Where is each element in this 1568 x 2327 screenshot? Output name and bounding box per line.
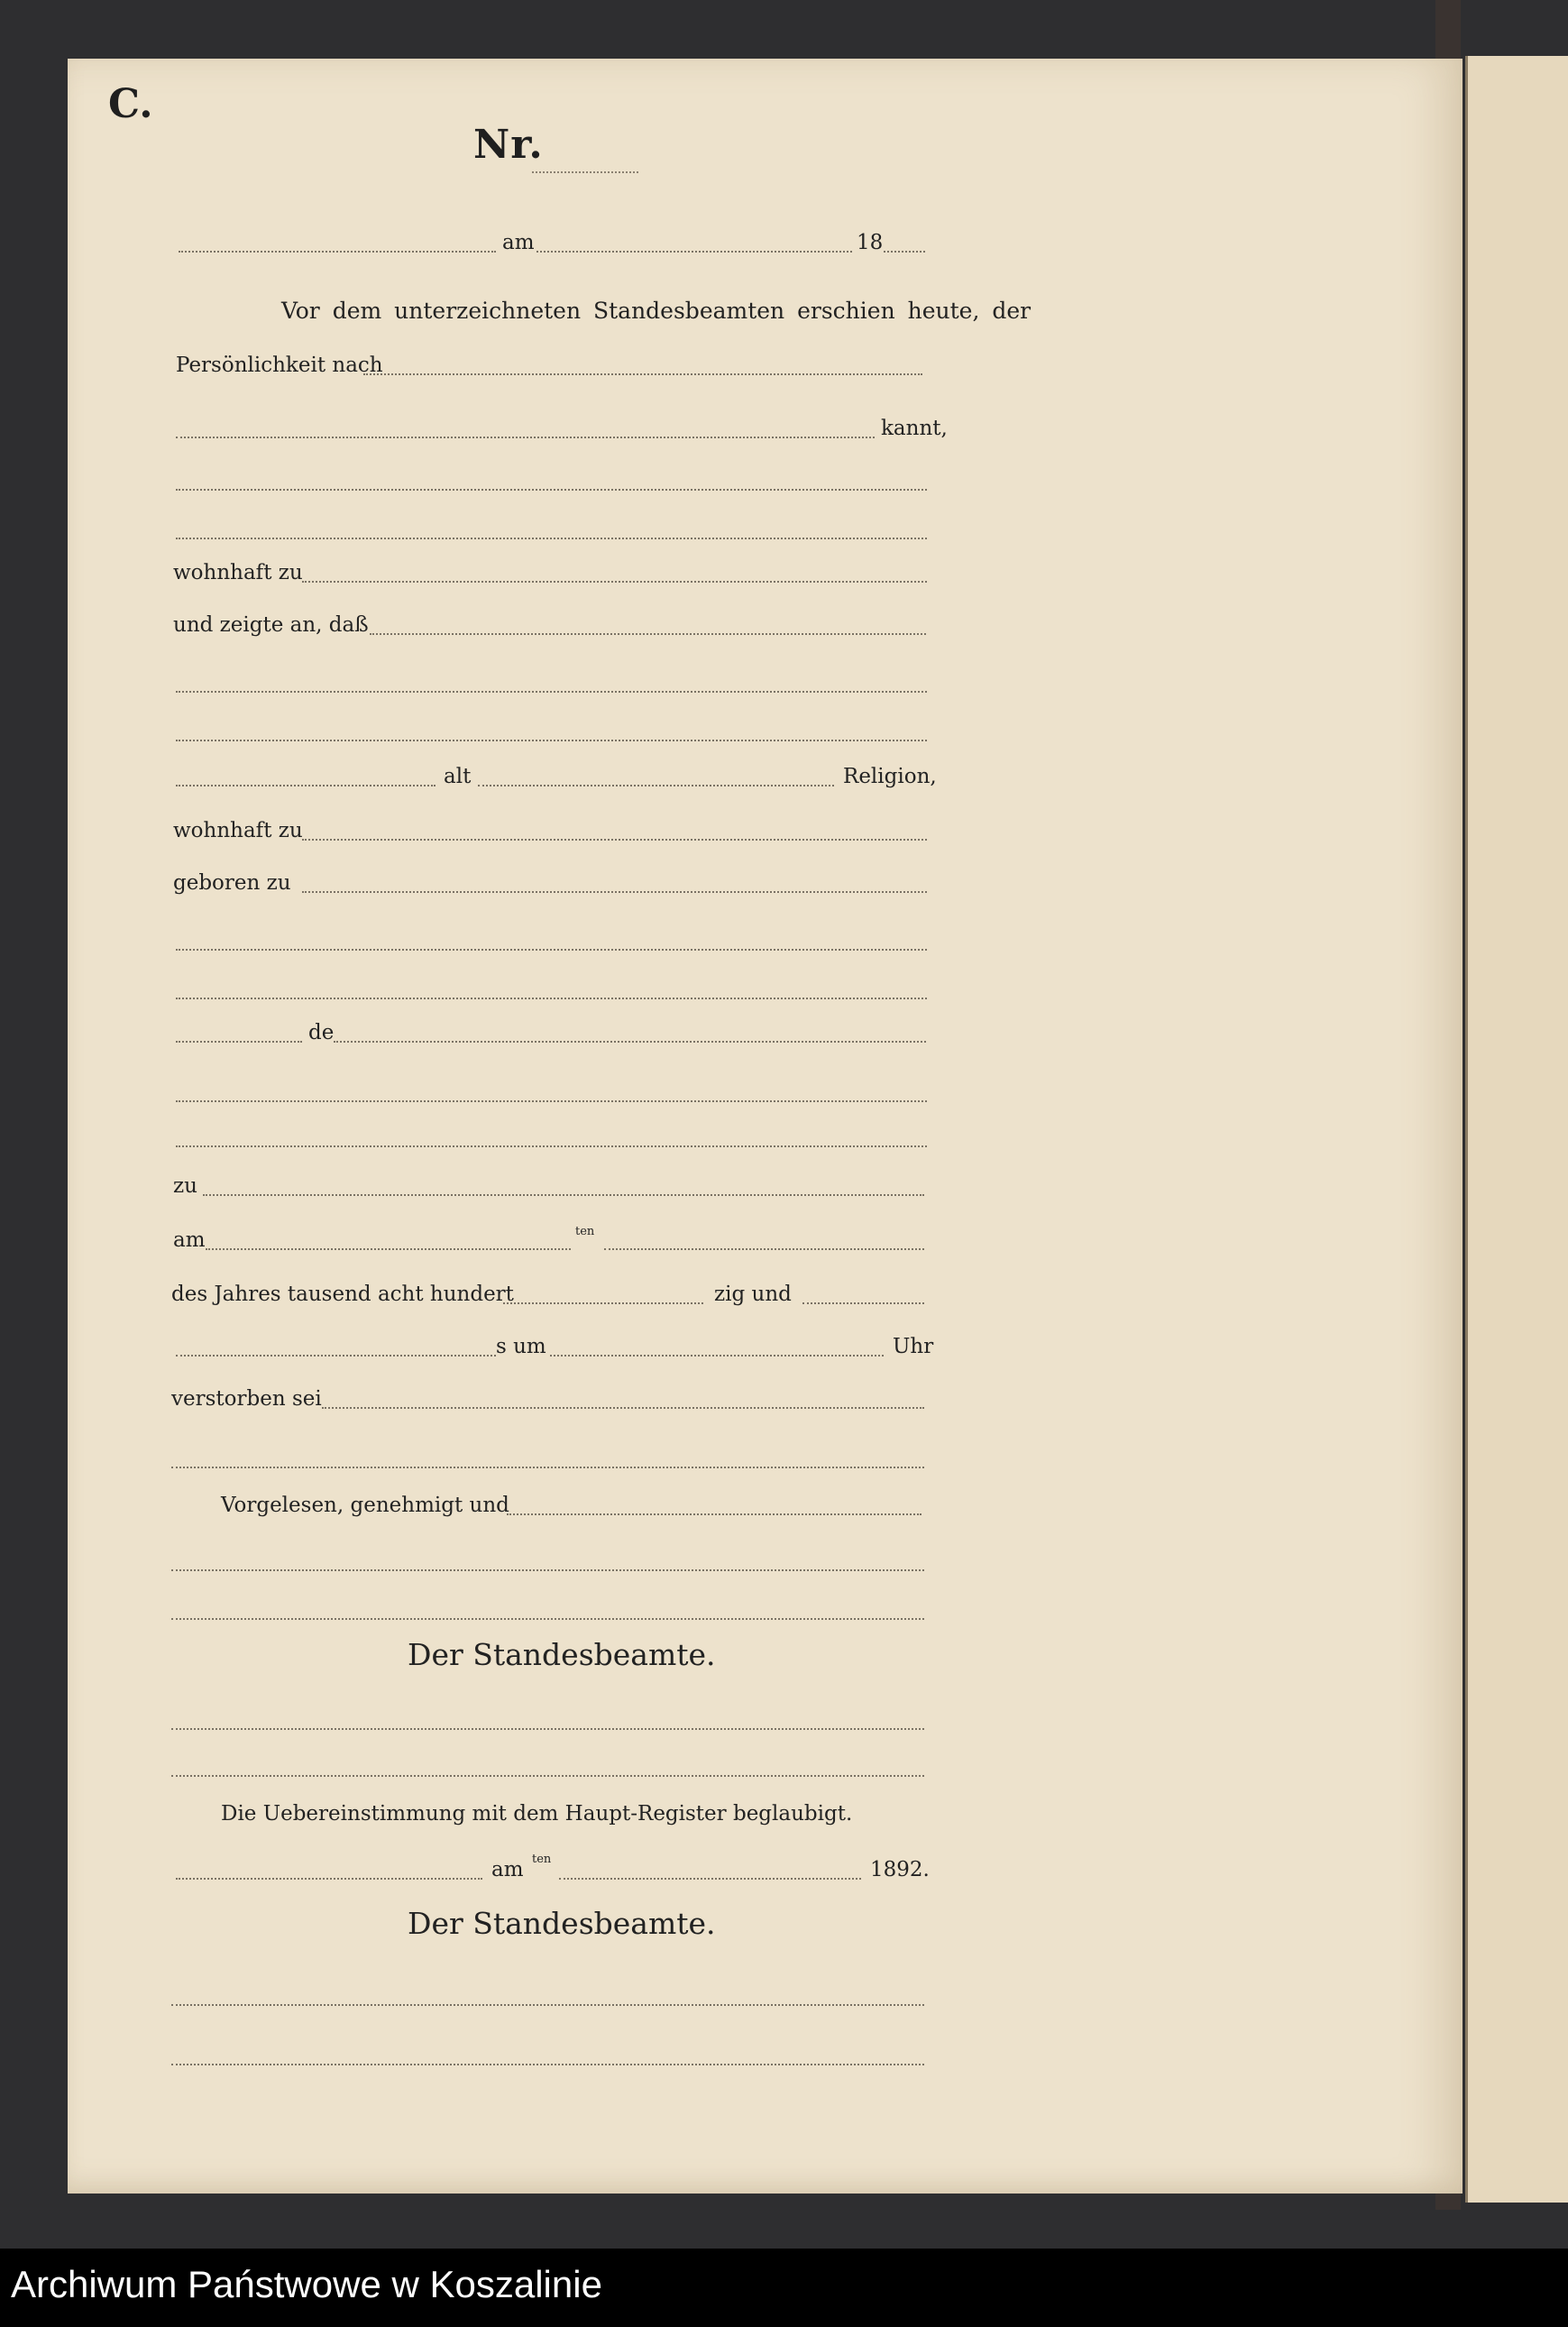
signature-heading: Der Standesbeamte. bbox=[408, 1906, 716, 1941]
blank-line bbox=[171, 1706, 938, 1739]
blank-line bbox=[171, 1124, 938, 1156]
blank-line bbox=[171, 1445, 938, 1477]
hour-field bbox=[550, 1355, 884, 1357]
label-s-um: s um bbox=[496, 1335, 546, 1358]
label-vorgelesen: Vorgelesen, genehmigt und bbox=[221, 1494, 509, 1517]
row-beglaubigt bbox=[171, 1800, 938, 1833]
decade-field bbox=[503, 1302, 703, 1304]
row-wohnhaft-1 bbox=[171, 559, 938, 592]
corner-mark: C. bbox=[108, 81, 153, 127]
label-year-prefix: 18 bbox=[857, 231, 884, 254]
blank-field bbox=[176, 1145, 927, 1147]
blank-line bbox=[171, 976, 938, 1008]
blank-line bbox=[171, 1753, 938, 1786]
row-date bbox=[171, 229, 938, 262]
blank-field bbox=[176, 740, 927, 741]
blank-line bbox=[171, 1548, 938, 1580]
label-kannt: kannt, bbox=[881, 417, 948, 440]
label-verstorben: verstorben sei bbox=[171, 1387, 322, 1411]
label-jahres: des Jahres tausend acht hundert bbox=[171, 1283, 514, 1306]
blank-field bbox=[176, 1100, 927, 1102]
row-signature-1 bbox=[171, 1637, 938, 1674]
wohnhaft-field bbox=[302, 839, 927, 841]
row-de bbox=[171, 1019, 938, 1052]
blank-line bbox=[171, 718, 938, 750]
number-field bbox=[532, 171, 638, 173]
adjacent-page-edge bbox=[1465, 56, 1568, 2203]
blank-line bbox=[171, 669, 938, 702]
label-uhr: Uhr bbox=[893, 1335, 934, 1358]
blank-field bbox=[176, 538, 927, 539]
name-field bbox=[176, 785, 436, 786]
blank-field bbox=[176, 691, 927, 693]
zeigte-an-field bbox=[370, 633, 926, 635]
day-field bbox=[206, 1248, 571, 1250]
verstorben-field bbox=[322, 1407, 924, 1409]
label-wohnhaft: wohnhaft zu bbox=[173, 561, 303, 584]
blank-field bbox=[171, 1467, 924, 1468]
blank-line bbox=[171, 927, 938, 960]
archive-name: Archiwum Państwowe w Koszalinie bbox=[11, 2263, 602, 2305]
blank-field bbox=[171, 2064, 924, 2065]
intro-text: Vor dem unterzeichneten Standesbeamten erschien heute, der bbox=[281, 298, 1032, 324]
month-field bbox=[604, 1248, 924, 1250]
label-alt: alt bbox=[444, 765, 472, 788]
row-vorgelesen bbox=[171, 1492, 938, 1524]
kannt-field bbox=[176, 437, 875, 438]
label-am: am bbox=[502, 231, 535, 254]
row-kannt bbox=[171, 415, 948, 447]
label-geboren: geboren zu bbox=[173, 871, 291, 895]
row-death-date bbox=[171, 1227, 938, 1259]
cert-date-field bbox=[559, 1878, 861, 1880]
blank-field bbox=[171, 1728, 924, 1730]
row-verstorben bbox=[171, 1385, 938, 1418]
blank-field bbox=[171, 1569, 924, 1571]
label-wohnhaft: wohnhaft zu bbox=[173, 819, 303, 842]
ordinal-suffix: ten bbox=[532, 1853, 552, 1866]
geboren-field bbox=[302, 891, 927, 893]
label-de: de bbox=[308, 1021, 335, 1044]
blank-line bbox=[171, 516, 938, 548]
vorgelesen-field bbox=[507, 1513, 922, 1515]
label-zig-und: zig und bbox=[714, 1283, 792, 1306]
row-alt-religion bbox=[171, 763, 938, 796]
persoenlichkeit-field bbox=[363, 373, 922, 375]
time-of-day-field bbox=[176, 1355, 496, 1357]
row-uhr bbox=[171, 1333, 938, 1366]
year-unit-field bbox=[802, 1302, 924, 1304]
place-field bbox=[179, 251, 496, 253]
row-zeigte-an bbox=[171, 612, 938, 644]
blank-line bbox=[171, 1982, 938, 2015]
label-zu: zu bbox=[173, 1174, 197, 1198]
age-field bbox=[478, 785, 834, 786]
blank-field bbox=[176, 489, 927, 491]
label-am: am bbox=[173, 1228, 206, 1252]
blank-field bbox=[176, 998, 927, 999]
blank-field bbox=[171, 1618, 924, 1620]
blank-field bbox=[171, 1775, 924, 1777]
row-geboren bbox=[171, 869, 938, 902]
row-jahres bbox=[171, 1281, 938, 1313]
ordinal-suffix: ten bbox=[575, 1225, 595, 1238]
zu-field bbox=[203, 1194, 924, 1196]
page-title: Nr. bbox=[473, 122, 544, 168]
label-zeigte-an: und zeigte an, daß bbox=[173, 613, 369, 637]
cert-year: 1892. bbox=[870, 1858, 930, 1881]
year-field bbox=[884, 251, 925, 253]
de-field bbox=[334, 1041, 926, 1043]
row-zu bbox=[171, 1173, 938, 1205]
row-certification-date bbox=[171, 1853, 938, 1889]
archive-footer bbox=[0, 2249, 1568, 2327]
blank-field bbox=[176, 949, 927, 951]
cert-place-field bbox=[176, 1878, 482, 1880]
beglaubigt-text: Die Uebereinstimmung mit dem Haupt-Register beglaubigt. bbox=[221, 1802, 853, 1826]
blank-field bbox=[171, 2004, 924, 2006]
signature-heading: Der Standesbeamte. bbox=[408, 1637, 716, 1672]
row-wohnhaft-2 bbox=[171, 817, 938, 850]
de-prefix-field bbox=[176, 1041, 302, 1043]
blank-line bbox=[171, 1079, 938, 1111]
row-persoenlichkeit bbox=[171, 352, 938, 384]
wohnhaft-field bbox=[302, 581, 927, 583]
blank-line bbox=[171, 467, 938, 500]
label-persoenlichkeit: Persönlichkeit nach bbox=[176, 354, 383, 377]
row-signature-2 bbox=[171, 1906, 938, 1943]
row-intro bbox=[171, 298, 1032, 330]
blank-line bbox=[171, 2042, 938, 2074]
date-field bbox=[536, 251, 852, 253]
label-am: am bbox=[491, 1858, 524, 1881]
label-religion: Religion, bbox=[843, 765, 937, 788]
blank-line bbox=[171, 1596, 938, 1629]
